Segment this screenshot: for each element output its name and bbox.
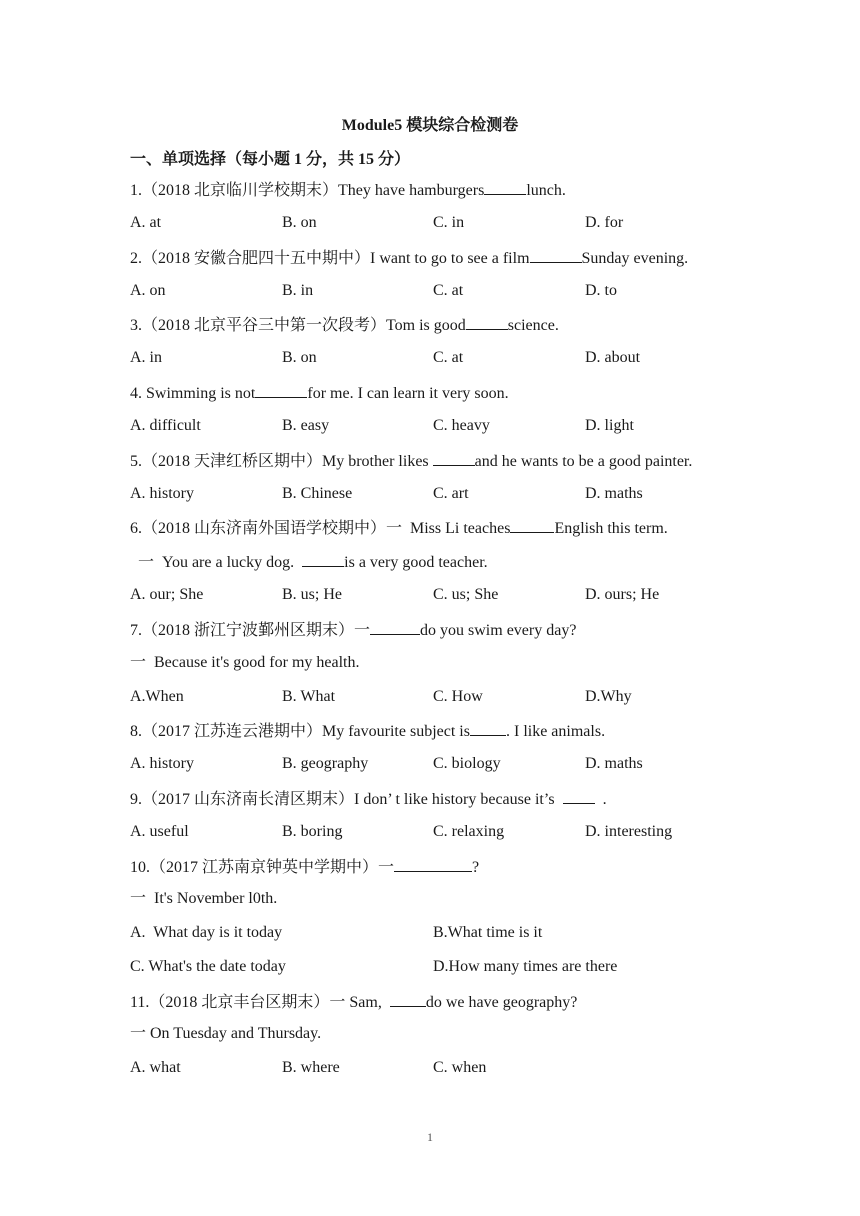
- question-8: [130, 719, 605, 741]
- option-a: A. history: [130, 755, 194, 772]
- question-text: 1.（2018 北京临川学校期末）They have hamburgers: [130, 182, 485, 199]
- option-b: B. on: [282, 349, 317, 366]
- question-7: [130, 618, 576, 640]
- answer-blank: [466, 313, 508, 330]
- question-text-end: do we have geography?: [425, 994, 578, 1011]
- question-text: 3.（2018 北京平谷三中第一次段考）Tom is good: [130, 317, 466, 334]
- option-c: C. biology: [433, 755, 501, 772]
- question-10-line-2: 一 It's November l0th.: [130, 890, 278, 907]
- question-6-line-2: [130, 550, 488, 572]
- question-text: 6.（2018 山东济南外国语学校期中）一 Miss Li teaches: [130, 520, 511, 537]
- option-a: A. on: [130, 282, 166, 299]
- option-b: B. What: [282, 688, 336, 705]
- question-3: [130, 313, 559, 335]
- option-d: D.Why: [585, 688, 632, 705]
- option-c: C. What's the date today: [130, 958, 286, 975]
- option-c: C. relaxing: [433, 823, 505, 840]
- question-text: 7.（2018 浙江宁波鄞州区期末）一: [130, 622, 371, 639]
- option-b: B. geography: [282, 755, 369, 772]
- question-text: 4. Swimming is not: [130, 385, 256, 402]
- answer-blank: [484, 178, 526, 195]
- answer-blank: [390, 990, 426, 1007]
- question-text-end: English this term.: [554, 520, 668, 537]
- question-2: [130, 246, 688, 268]
- question-text-end: is a very good teacher.: [344, 554, 488, 571]
- question-8-options: [130, 753, 770, 775]
- option-c: C. art: [433, 485, 469, 502]
- question-text: 2.（2018 安徽合肥四十五中期中）I want to go to see a film: [130, 250, 530, 267]
- question-4-options: [130, 415, 770, 437]
- question-text: 8.（2017 江苏连云港期中）My favourite subject is: [130, 723, 470, 740]
- option-b: B. boring: [282, 823, 343, 840]
- question-text-end: and he wants to be a good painter.: [474, 453, 693, 470]
- question-5: [130, 449, 692, 471]
- question-10: [130, 855, 479, 877]
- option-b: B. Chinese: [282, 485, 353, 502]
- page-number: 1: [427, 1130, 433, 1144]
- answer-blank: [433, 449, 475, 466]
- question-text: 10.（2017 江苏南京钟英中学期中）一: [130, 859, 395, 876]
- question-3-options: [130, 347, 770, 369]
- answer-blank: [530, 246, 582, 263]
- question-7-options: [130, 686, 770, 708]
- option-d: D. for: [585, 214, 624, 231]
- section-heading: 一、单项选择（每小题 1 分，共 15 分）: [130, 151, 411, 168]
- option-c: C. at: [433, 282, 464, 299]
- option-a: A. history: [130, 485, 194, 502]
- document-title: Module5 模块综合检测卷: [341, 117, 519, 134]
- answer-blank: [370, 618, 420, 635]
- answer-blank: [470, 719, 506, 736]
- option-b: B.What time is it: [433, 924, 543, 941]
- question-text: 11.（2018 北京丰台区期末）一 Sam,: [130, 994, 390, 1011]
- option-a: A. useful: [130, 823, 189, 840]
- option-d: D. ours; He: [585, 586, 660, 603]
- option-a: A.When: [130, 688, 184, 705]
- question-text-end: Sunday evening.: [581, 250, 689, 267]
- option-a: A. at: [130, 214, 162, 231]
- question-text-end: science.: [507, 317, 559, 334]
- option-b: B. in: [282, 282, 314, 299]
- question-text-end: lunch.: [526, 182, 566, 199]
- option-d: D.How many times are there: [433, 958, 618, 975]
- option-c: C. How: [433, 688, 483, 705]
- option-d: D. about: [585, 349, 641, 366]
- answer-blank: [510, 516, 554, 533]
- question-10-options-row-1: [130, 922, 770, 944]
- option-c: C. at: [433, 349, 464, 366]
- question-text-end: ?: [472, 859, 480, 876]
- answer-blank: [302, 550, 344, 567]
- question-text-end: . I like animals.: [505, 723, 606, 740]
- question-text: 9.（2017 山东济南长清区期末）I don’ t like history because it’s: [130, 791, 563, 808]
- option-d: D. maths: [585, 485, 643, 502]
- option-b: B. on: [282, 214, 317, 231]
- question-text: 一 You are a lucky dog.: [130, 554, 303, 571]
- option-d: D. interesting: [585, 823, 673, 840]
- option-a: A. difficult: [130, 417, 201, 434]
- option-b: B. us; He: [282, 586, 342, 603]
- question-text-end: .: [594, 791, 607, 808]
- question-text-end: do you swim every day?: [420, 622, 577, 639]
- option-a: A. our; She: [130, 586, 204, 603]
- answer-blank: [563, 787, 595, 804]
- question-9-options: [130, 821, 770, 843]
- option-d: D. light: [585, 417, 634, 434]
- question-5-options: [130, 483, 770, 505]
- question-6: [130, 516, 668, 538]
- question-text: 5.（2018 天津红桥区期中）My brother likes: [130, 453, 433, 470]
- question-11: [130, 990, 577, 1012]
- option-a: A. in: [130, 349, 162, 366]
- option-c: C. when: [433, 1059, 487, 1076]
- option-b: B. easy: [282, 417, 330, 434]
- answer-blank: [255, 381, 307, 398]
- option-b: B. where: [282, 1059, 340, 1076]
- question-10-options-row-2: [130, 956, 770, 978]
- question-11-line-2: 一 On Tuesday and Thursday.: [130, 1025, 322, 1042]
- option-c: C. heavy: [433, 417, 490, 434]
- question-11-options: [130, 1057, 770, 1079]
- question-7-line-2: 一 Because it's good for my health.: [130, 654, 360, 671]
- question-1-options: [130, 212, 770, 234]
- question-4: [130, 381, 509, 403]
- question-2-options: [130, 280, 770, 302]
- option-a: A. what: [130, 1059, 181, 1076]
- option-a: A. What day is it today: [130, 924, 283, 941]
- option-c: C. us; She: [433, 586, 499, 603]
- question-6-options: [130, 584, 770, 606]
- question-text-end: for me. I can learn it very soon.: [307, 385, 509, 402]
- option-d: D. to: [585, 282, 617, 299]
- answer-blank: [394, 855, 472, 872]
- question-1: [130, 178, 566, 200]
- question-9: [130, 787, 607, 809]
- option-d: D. maths: [585, 755, 643, 772]
- option-c: C. in: [433, 214, 465, 231]
